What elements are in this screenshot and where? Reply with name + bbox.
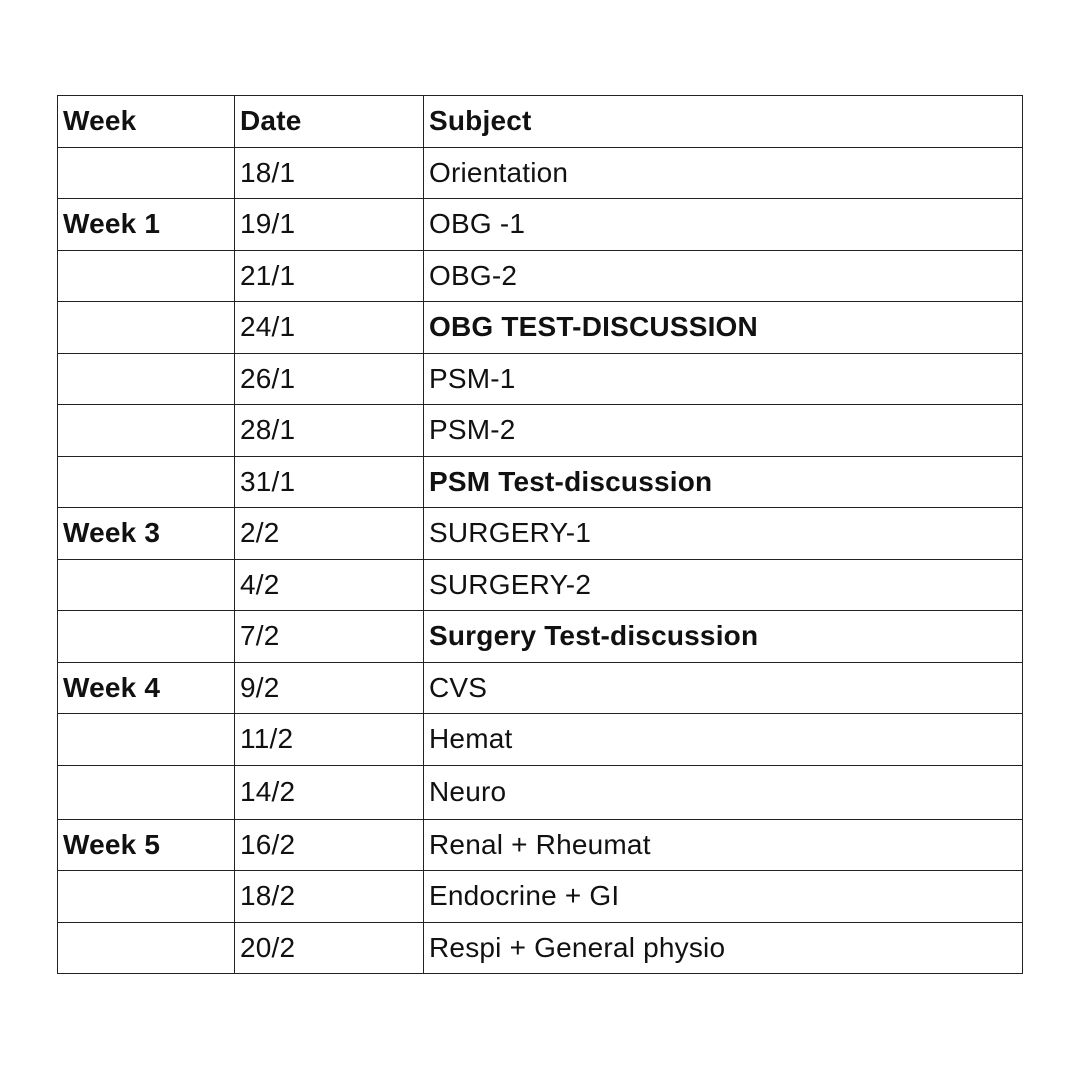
table-body (58, 147, 1023, 974)
table-row (58, 819, 1023, 871)
date-cell: 9/2 (235, 662, 424, 714)
column-header-week: Week (58, 96, 235, 148)
date-cell: 28/1 (235, 405, 424, 457)
table-row (58, 147, 1023, 199)
table-row (58, 611, 1023, 663)
table-row (58, 250, 1023, 302)
table-row (58, 456, 1023, 508)
column-header-date: Date (235, 96, 424, 148)
date-cell: 24/1 (235, 302, 424, 354)
subject-cell: Renal + Rheumat (424, 819, 1023, 871)
week-cell (58, 559, 235, 611)
subject-cell-test: PSM Test-discussion (424, 456, 1023, 508)
week-cell (58, 456, 235, 508)
week-cell (58, 250, 235, 302)
date-cell: 16/2 (235, 819, 424, 871)
subject-cell: CVS (424, 662, 1023, 714)
subject-cell: Endocrine + GI (424, 871, 1023, 923)
date-cell: 31/1 (235, 456, 424, 508)
subject-cell: SURGERY-2 (424, 559, 1023, 611)
week-cell: Week 3 (58, 508, 235, 560)
date-cell: 11/2 (235, 714, 424, 766)
week-cell (58, 871, 235, 923)
subject-cell: SURGERY-1 (424, 508, 1023, 560)
week-cell: Week 1 (58, 199, 235, 251)
table-row (58, 405, 1023, 457)
week-cell (58, 353, 235, 405)
table-row (58, 662, 1023, 714)
subject-cell: OBG -1 (424, 199, 1023, 251)
subject-cell: PSM-2 (424, 405, 1023, 457)
date-cell: 21/1 (235, 250, 424, 302)
table-row (58, 714, 1023, 766)
column-header-subject: Subject (424, 96, 1023, 148)
date-cell: 2/2 (235, 508, 424, 560)
table-row (58, 302, 1023, 354)
date-cell: 18/2 (235, 871, 424, 923)
subject-cell: Respi + General physio (424, 922, 1023, 974)
subject-cell: Neuro (424, 765, 1023, 819)
table-row (58, 199, 1023, 251)
subject-cell: Orientation (424, 147, 1023, 199)
table-row (58, 922, 1023, 974)
week-cell (58, 922, 235, 974)
table-row (58, 353, 1023, 405)
subject-cell: Hemat (424, 714, 1023, 766)
week-cell (58, 714, 235, 766)
date-cell: 18/1 (235, 147, 424, 199)
week-cell (58, 147, 235, 199)
date-cell: 19/1 (235, 199, 424, 251)
date-cell: 26/1 (235, 353, 424, 405)
date-cell: 4/2 (235, 559, 424, 611)
table-row (58, 508, 1023, 560)
week-cell (58, 765, 235, 819)
subject-cell: PSM-1 (424, 353, 1023, 405)
week-cell (58, 405, 235, 457)
week-cell (58, 611, 235, 663)
schedule-table (57, 95, 1023, 974)
subject-cell: OBG-2 (424, 250, 1023, 302)
table-row (58, 871, 1023, 923)
table-row (58, 559, 1023, 611)
table-row (58, 765, 1023, 819)
date-cell: 20/2 (235, 922, 424, 974)
week-cell: Week 4 (58, 662, 235, 714)
week-cell: Week 5 (58, 819, 235, 871)
schedule-sheet (57, 95, 1022, 974)
date-cell: 7/2 (235, 611, 424, 663)
subject-cell-test: Surgery Test-discussion (424, 611, 1023, 663)
date-cell: 14/2 (235, 765, 424, 819)
week-cell (58, 302, 235, 354)
subject-cell-test: OBG TEST-DISCUSSION (424, 302, 1023, 354)
header-row (58, 96, 1023, 148)
